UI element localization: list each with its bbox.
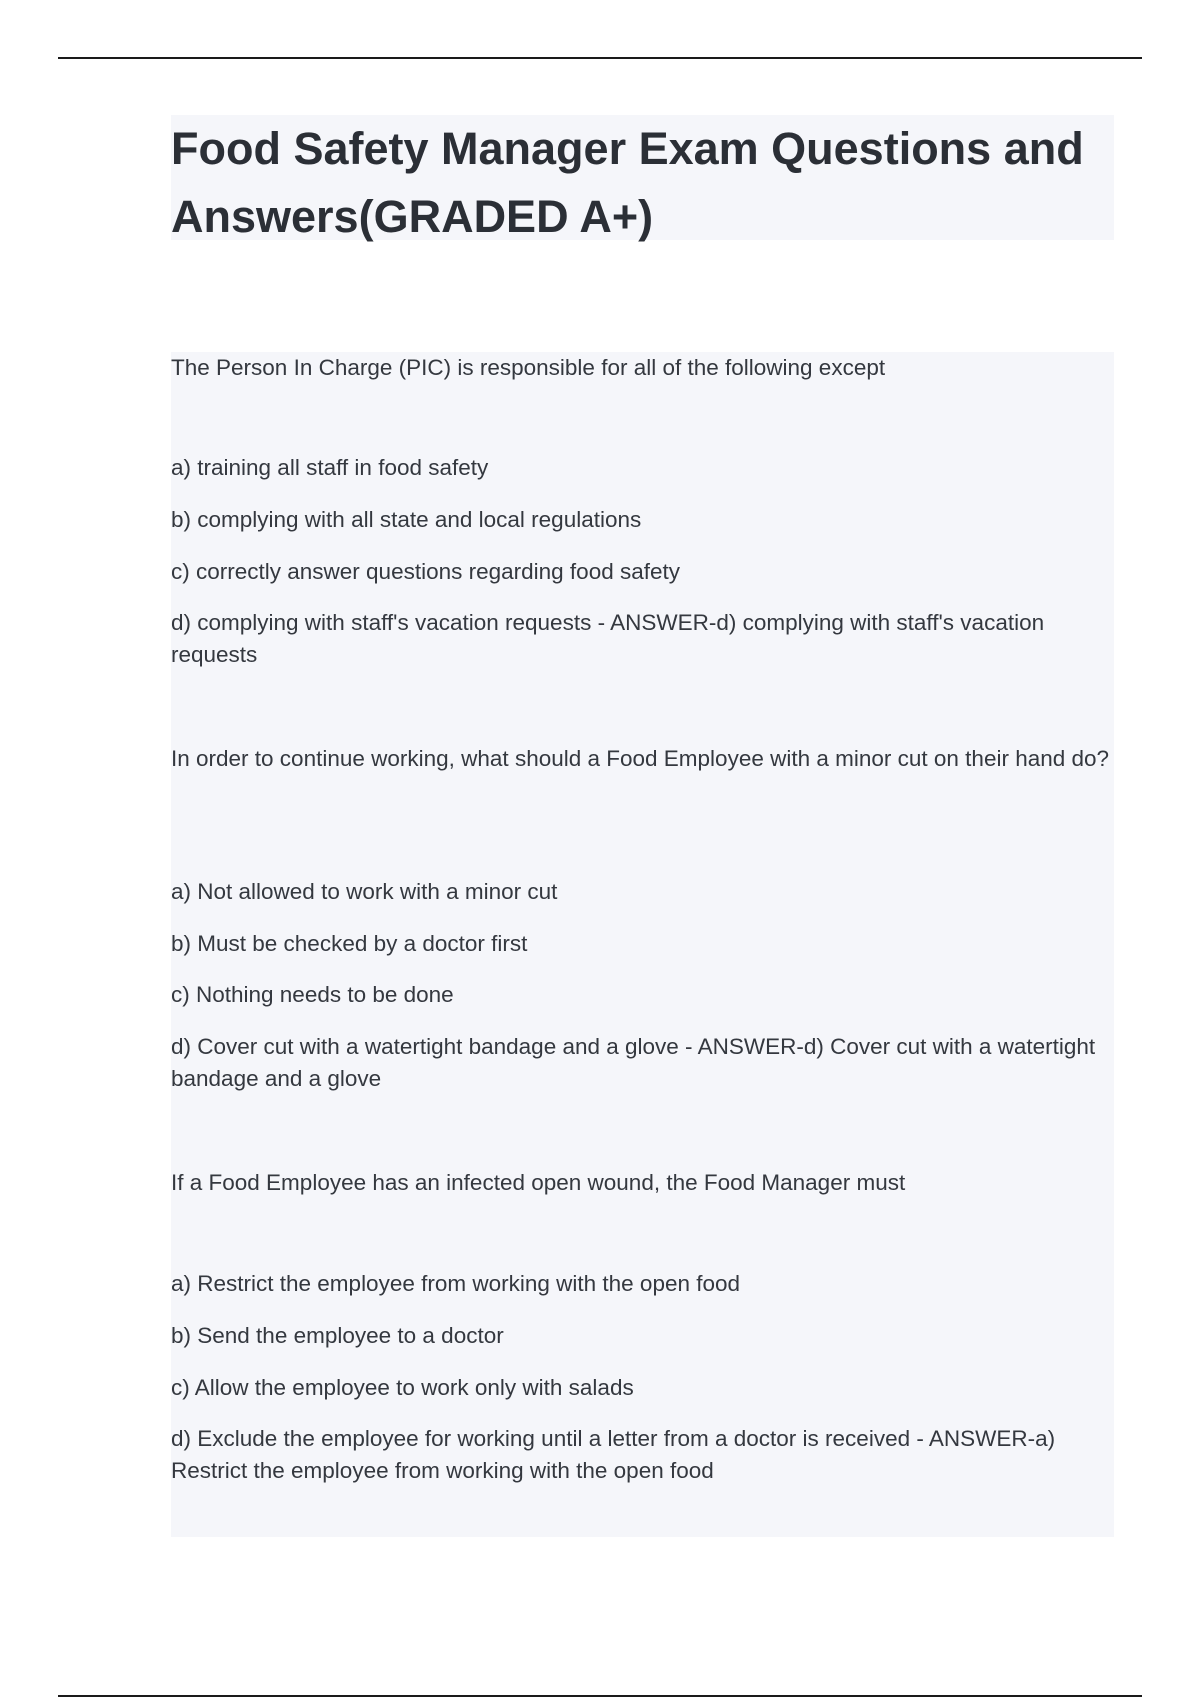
question-1-option-b: b) complying with all state and local regulations xyxy=(171,507,642,532)
question-3-option-c: c) Allow the employee to work only with salads xyxy=(171,1375,634,1400)
question-3-option-a: a) Restrict the employee from working with the open food xyxy=(171,1271,741,1296)
question-1-option-d-answer: d) complying with staff's vacation requests - ANSWER-d) complying with staff's vacation requests xyxy=(171,610,1045,667)
questions-block xyxy=(171,352,1114,1537)
title-block xyxy=(171,115,1114,240)
question-2-text: In order to continue working, what should a Food Employee with a minor cut on their hand do? xyxy=(171,746,1110,771)
document-title: Food Safety Manager Exam Questions and Answers(GRADED A+) xyxy=(171,123,1084,242)
question-1-text: The Person In Charge (PIC) is responsible for all of the following except xyxy=(171,355,886,380)
question-2-option-d-answer: d) Cover cut with a watertight bandage and a glove - ANSWER-d) Cover cut with a watertight bandage and a glove xyxy=(171,1034,1096,1091)
question-1-option-a: a) training all staff in food safety xyxy=(171,455,489,480)
question-2-option-a: a) Not allowed to work with a minor cut xyxy=(171,879,558,904)
question-3-option-b: b) Send the employee to a doctor xyxy=(171,1323,504,1348)
question-2-option-c: c) Nothing needs to be done xyxy=(171,982,454,1007)
question-2-option-b: b) Must be checked by a doctor first xyxy=(171,931,528,956)
question-3-option-d-answer: d) Exclude the employee for working until a letter from a doctor is received - ANSWER-a) Restrict the employee from working with the open food xyxy=(171,1426,1056,1483)
question-3-text: If a Food Employee has an infected open wound, the Food Manager must xyxy=(171,1170,906,1195)
question-1-option-c: c) correctly answer questions regarding food safety xyxy=(171,559,680,584)
top-rule xyxy=(58,57,1142,59)
bottom-rule xyxy=(58,1695,1142,1697)
